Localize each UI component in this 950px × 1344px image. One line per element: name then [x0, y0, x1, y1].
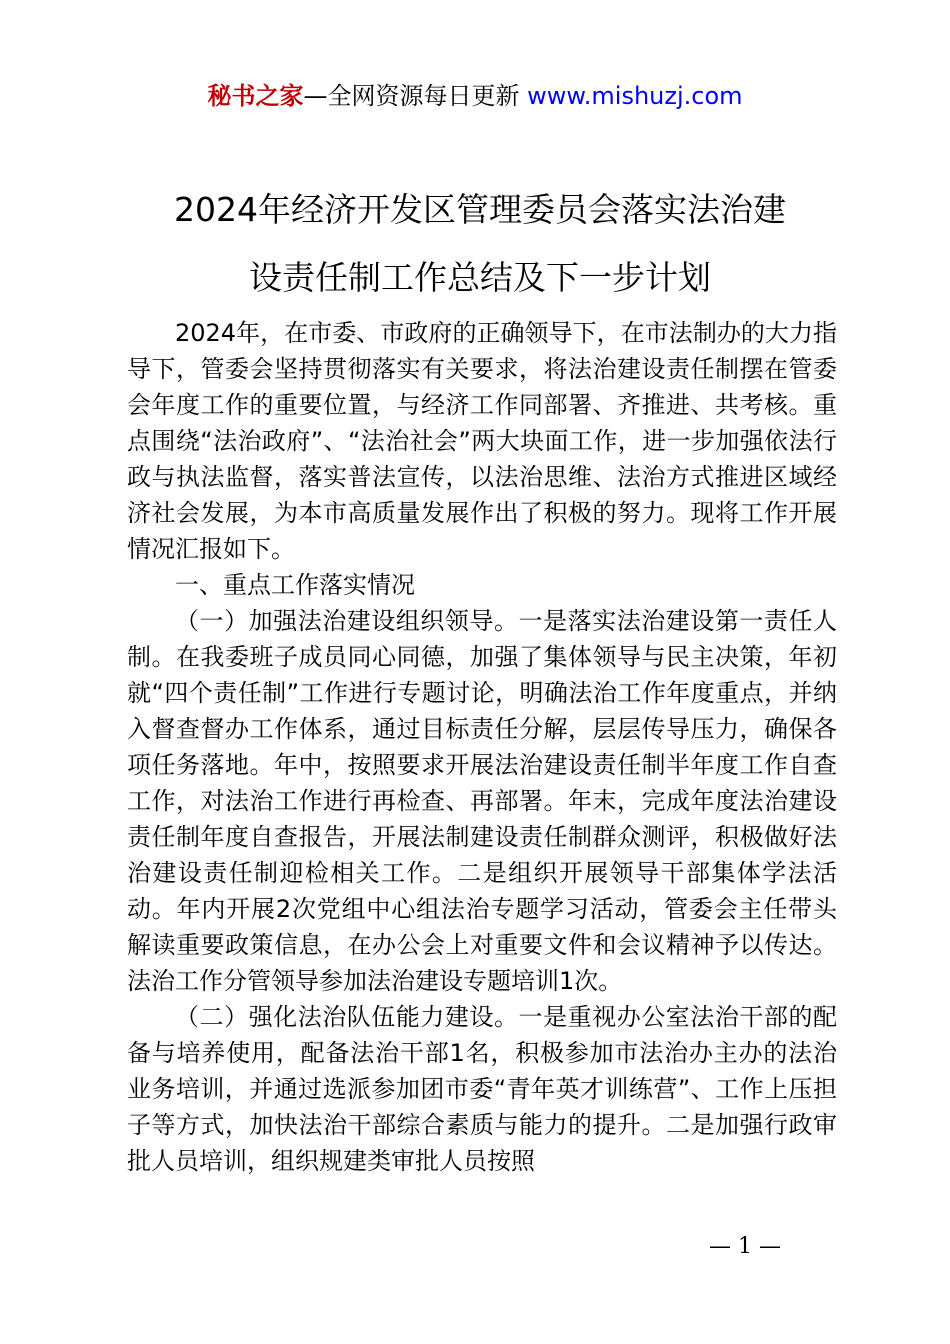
document-body — [127, 315, 837, 1179]
paragraph-subsection-2: （二）强化法治队伍能力建设。一是重视办公室法治干部的配备与培养使用，配备法治干部1名，积极参加市法治办主办的法治业务培训，并通过选派参加团市委“青年英才训练营”、工作上压担子等方式，加快法治干部综合素质与能力的提升。二是加强行政审批人员培训，组织规建类审批人员按照 — [127, 1003, 837, 1175]
document-title-line-2: 设责任制工作总结及下一步计划 — [249, 258, 711, 297]
header-tagline: —全网资源每日更新 — [303, 82, 520, 110]
site-header — [0, 80, 950, 112]
document-title-line-1: 2024年经济开发区管理委员会落实法治建 — [174, 190, 786, 229]
website-link[interactable]: www.mishuzj.com — [527, 82, 743, 110]
brand-name: 秘书之家 — [207, 82, 304, 110]
page-number: — 1 — — [709, 1234, 781, 1259]
paragraph-subsection-1: （一）加强法治建设组织领导。一是落实法治建设第一责任人制。在我委班子成员同心同德，加强了集体领导与民主决策，年初就“四个责任制”工作进行专题讨论，明确法治工作年度重点，并纳入督查督办工作体系，通过目标责任分解，层层传导压力，确保各项任务落地。年中，按照要求开展法治建设责任制半年度工作自查工作，对法治工作进行再检查、再部署。年末，完成年度法治建设责任制年度自查报告，开展法制建设责任制群众测评，积极做好法治建设责任制迎检相关工作。二是组织开展领导干部集体学法活动。年内开展2次党组中心组法治专题学习活动，管委会主任带头解读重要政策信息，在办公会上对重要文件和会议精神予以传达。法治工作分管领导参加法治建设专题培训1次。 — [127, 607, 837, 995]
paragraph-intro: 2024年，在市委、市政府的正确领导下，在市法制办的大力指导下，管委会坚持贯彻落实有关要求，将法治建设责任制摆在管委会年度工作的重要位置，与经济工作同部署、齐推进、共考核。重点围绕“法治政府”、“法治社会”两大块面工作，进一步加强依法行政与执法监督，落实普法宣传，以法治思维、法治方式推进区域经济社会发展，为本市高质量发展作出了积极的努力。现将工作开展情况汇报如下。 — [127, 319, 837, 563]
section-heading: 一、重点工作落实情况 — [175, 571, 415, 599]
